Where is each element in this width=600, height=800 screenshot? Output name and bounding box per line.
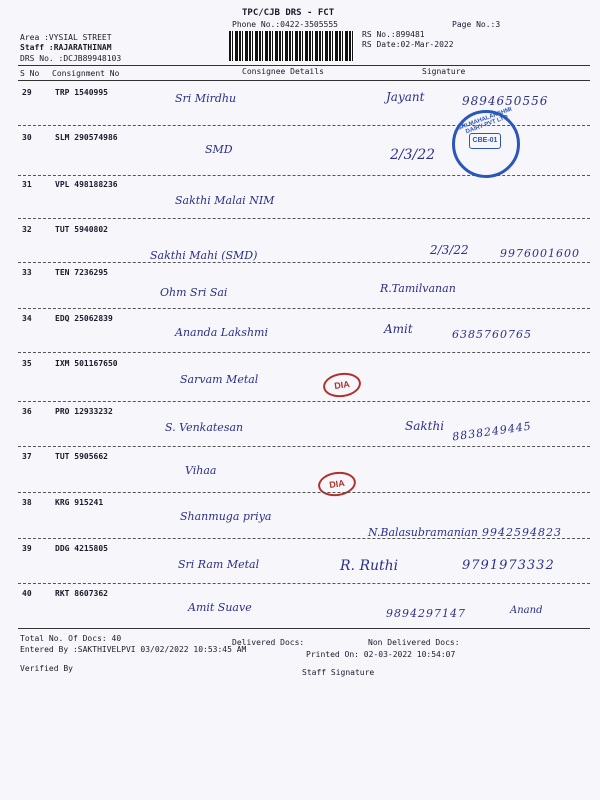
receiver-phone: 9894297147: [386, 607, 466, 620]
consignee-name: Sakthi Malai NIM: [175, 194, 275, 207]
page-number: Page No.:3: [452, 20, 501, 29]
staff-label: Staff :RAJARATHINAM: [20, 43, 112, 52]
row-divider: [18, 352, 590, 353]
row-consignment: KRG 915241: [55, 498, 104, 507]
list-item: [0, 496, 600, 539]
row-consignment: RKT 8607362: [55, 589, 108, 598]
receiver-phone: 6385760765: [452, 328, 532, 341]
list-item: [0, 178, 600, 221]
list-item: [0, 223, 600, 266]
row-sno: 33: [22, 268, 32, 277]
receiver-signature: Jayant: [386, 90, 425, 104]
row-consignment: SLM 290574986: [55, 133, 118, 142]
delivered-docs: Delivered Docs:: [232, 638, 305, 647]
row-consignment: DDG 4215805: [55, 544, 108, 553]
row-sno: 34: [22, 314, 32, 323]
row-consignment: TRP 1540995: [55, 88, 108, 97]
non-delivered-docs: Non Delivered Docs:: [368, 638, 460, 647]
footer-rule: [18, 628, 590, 629]
company-seal-icon: [452, 106, 520, 178]
receiver-signature: 2/3/22: [390, 147, 436, 163]
drs-number: DRS No. :DCJB89948103: [20, 54, 122, 63]
row-divider: [18, 538, 590, 539]
receiver-signature: Amit: [384, 322, 413, 336]
row-divider: [18, 583, 590, 584]
consignee-name: S. Venkatesan: [165, 421, 244, 434]
barcode-icon: [229, 31, 354, 61]
row-sno: 30: [22, 133, 32, 142]
entered-by: Entered By :SAKTHIVELPVI 03/02/2022 10:53:45 AM: [20, 645, 247, 654]
row-consignment: TEN 7236295: [55, 268, 108, 277]
verified-by: Verified By: [20, 664, 73, 673]
row-sno: 37: [22, 452, 32, 461]
row-sno: 36: [22, 407, 32, 416]
row-consignment: TUT 5940802: [55, 225, 108, 234]
total-docs: Total No. Of Docs: 40: [20, 634, 122, 643]
row-sno: 40: [22, 589, 32, 598]
seal-ring-text: SRI MAHALAKSHMI DAIRY PVT LTD: [457, 106, 513, 136]
receiver-signature: R.Tamilvanan: [380, 282, 456, 295]
receiver-signature: Anand: [510, 605, 543, 616]
col-sno: S No: [20, 69, 40, 78]
row-sno: 38: [22, 498, 32, 507]
row-consignment: EDQ 25062839: [55, 314, 113, 323]
row-consignment: VPL 498188236: [55, 180, 118, 189]
list-item: [0, 587, 600, 630]
seal-inner-text: CBE-01: [469, 133, 501, 149]
consignee-name: SMD: [205, 143, 233, 156]
row-divider: [18, 401, 590, 402]
col-consignee: Consignee Details: [242, 67, 324, 76]
consignee-name: Ohm Sri Sai: [160, 286, 228, 299]
receiver-signature: Sakthi: [405, 419, 445, 433]
row-sno: 29: [22, 88, 32, 97]
list-item: [0, 357, 600, 400]
col-consignment: Consignment No: [52, 69, 120, 78]
dia-stamp: DIA: [317, 469, 358, 498]
row-sno: 35: [22, 359, 32, 368]
columns-rule: [18, 80, 590, 81]
consignee-name: Vihaa: [185, 464, 217, 477]
consignee-name: Sri Ram Metal: [178, 558, 260, 571]
col-signature: Signature: [422, 67, 466, 76]
row-divider: [18, 262, 590, 263]
receiver-phone: 9976001600: [500, 247, 580, 260]
dia-stamp: DIA: [322, 370, 363, 399]
list-item: [0, 312, 600, 355]
row-sno: 39: [22, 544, 32, 553]
list-item: [0, 405, 600, 448]
receiver-signature: R. Ruthi: [340, 558, 399, 574]
receiver-phone: 9894650556: [462, 94, 549, 108]
consignee-name: Shanmuga priya: [180, 510, 272, 523]
row-consignment: TUT 5905662: [55, 452, 108, 461]
list-item: [0, 542, 600, 585]
area-label: Area :VYSIAL STREET: [20, 33, 112, 42]
rs-number: RS No.:899481: [362, 30, 425, 39]
rs-date: RS Date:02-Mar-2022: [362, 40, 454, 49]
staff-signature: Staff Signature: [302, 668, 375, 677]
row-divider: [18, 492, 590, 493]
receiver-signature: 2/3/22: [430, 243, 469, 257]
drs-title: TPC/CJB DRS - FCT: [242, 8, 335, 18]
consignee-name: Sarvam Metal: [180, 373, 259, 386]
consignee-name: Amit Suave: [188, 601, 252, 614]
receiver-signature: N.Balasubramanian: [368, 526, 478, 539]
printed-on: Printed On: 02-03-2022 10:54:07: [306, 650, 456, 659]
list-item: [0, 266, 600, 309]
row-sno: 31: [22, 180, 32, 189]
consignee-name: Ananda Lakshmi: [175, 326, 268, 339]
row-divider: [18, 308, 590, 309]
row-consignment: IXM 501167650: [55, 359, 118, 368]
row-divider: [18, 218, 590, 219]
receiver-phone: 9942594823: [482, 526, 562, 539]
row-divider: [18, 175, 590, 176]
row-sno: 32: [22, 225, 32, 234]
phone-number: Phone No.:0422-3505555: [232, 20, 338, 29]
list-item: [0, 450, 600, 493]
row-consignment: PRO 12933232: [55, 407, 113, 416]
consignee-name: Sakthi Mahi (SMD): [150, 249, 258, 262]
receiver-phone: 8838249445: [451, 419, 533, 444]
header-rule: [18, 65, 590, 66]
consignee-name: Sri Mirdhu: [175, 92, 237, 105]
row-divider: [18, 446, 590, 447]
receiver-phone: 9791973332: [462, 558, 555, 573]
